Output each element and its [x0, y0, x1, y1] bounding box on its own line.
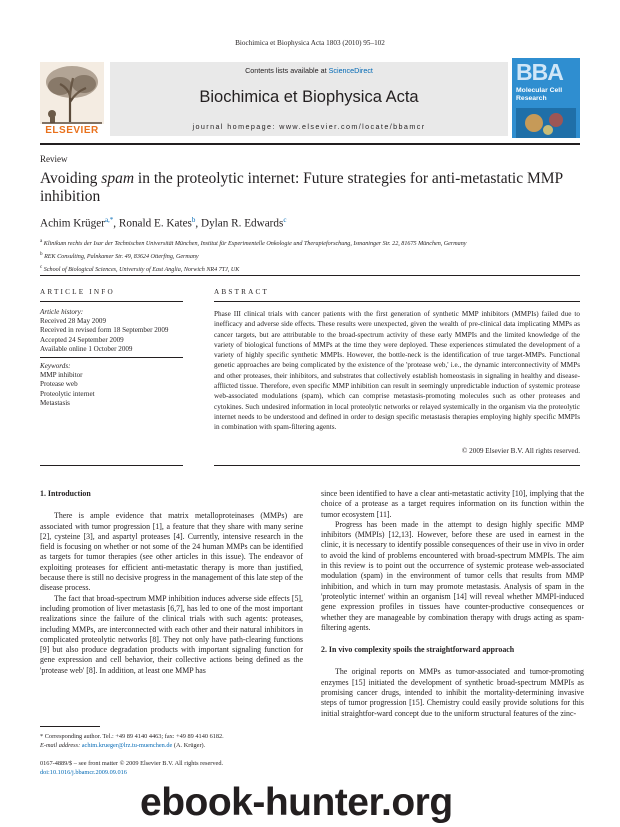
info-bottom-rule [40, 465, 183, 466]
footnote-rule [40, 726, 100, 727]
info-divider [40, 357, 183, 358]
affiliation [40, 236, 600, 249]
front-matter [40, 760, 290, 777]
keyword: Metastasis [40, 398, 70, 407]
paragraph: There is ample evidence that matrix metalloproteinases (MMPs) are associated with tumor progression [1], a feature that they share with many serine [2], cysteine [3], and aspartyl proteases [4]. Currently, intensive research in the field is focusing on whether or not some of the 24 human MMPs can be identified as targets for tumor therapies (see other articles in this issue). The endeavor of exploiting proteases for efficient anti-metastatic therapy is more than justified, because there is still no decisive progress in the management of this late step of the disease process. [40, 511, 303, 593]
keyword: Protease web [40, 380, 78, 389]
keywords-label: Keywords: [40, 362, 71, 370]
history-label: Article history: [40, 308, 84, 316]
copyright: © 2009 Elsevier B.V. All rights reserved. [461, 447, 580, 455]
paragraph: The fact that broad-spectrum MMP inhibition induces adverse side effects [5], including promotion of liver metastasis [6,7], has led to one of the most important realizations since the failure of the clinical trials with such agents: proteases, including MMPs, are interconnected with each other and their natural inhibitors in complicated proteolytic networks [8]. They not only have path-clearing functions [9] but also produce degradation products with important signaling function for gene expression and cell behavior, their collective actions being defined as the 'protease web' [8]. In addition, at least one MMP has [40, 593, 303, 675]
paragraph: Progress has been made in the attempt to design highly specific MMP inhibitors (MMPIs) [12,13]. However, before these are used in earnest in the clinic, it is necessary to identify possible consequences of their use in vivo in order to avoid the kind of problems encountered with broad-spectrum MMPIs. The aim in this review is to point out the occurrence of systemic protease web-associated modulation (spam) in the environment of tumor cells that results from MMP inhibition, and which in turn may promote metastasis. Analysis of spam in the 'proteolytic internet' within an organism [14] will reveal whether MMPI-induced gene expression profiles in tissues have counter-productive consequences or whether they are manageable by combination therapy with drugs acting as spam-filtering agents. [321, 519, 584, 632]
author-list: Achim Krüger$^{a,*}$, Ronald E. Kates$^b$, Dylan R. Edwards$^c$ [40, 216, 287, 230]
history-line: Received in revised form 18 September 2009 [40, 326, 169, 335]
journal-title: Biochimica et Biophysica Acta [199, 88, 419, 106]
journal-banner [110, 62, 508, 136]
affiliation-text: REK Consulting, Palnkamer Str. 49, 83624 Otterfing, Germany [44, 254, 199, 261]
article-title [40, 170, 600, 206]
tree-icon [40, 62, 104, 124]
email-line [40, 741, 290, 750]
keyword: MMP inhibitor [40, 371, 83, 380]
running-head: Biochimica et Biophysica Acta 1803 (2010) 95–102 [235, 39, 385, 47]
journal-masthead [40, 58, 580, 140]
author-name[interactable]: Dylan R. Edwards [201, 217, 284, 230]
article-type: Review [40, 154, 68, 164]
section-heading: 2. In vivo complexity spoils the straightforward approach [321, 645, 515, 655]
article-info-rule [40, 301, 183, 302]
history-line: Received 28 May 2009 [40, 317, 106, 326]
affiliation-mark: b [40, 251, 43, 258]
affiliation-mark: a [40, 238, 43, 244]
author-marks[interactable]: c [283, 216, 287, 224]
masthead-rule [40, 143, 580, 145]
title-emphasis: spam [101, 170, 135, 187]
cover-art-icon [512, 106, 580, 138]
author-name[interactable]: Achim Krüger [40, 217, 105, 230]
publisher-logo-text: ELSEVIER [45, 125, 99, 136]
author-name[interactable]: Ronald E. Kates [118, 217, 192, 230]
title-text: Avoiding [40, 170, 102, 187]
abstract-bottom-rule [214, 465, 580, 466]
abstract-heading: ABSTRACT [214, 288, 270, 296]
affiliation [40, 249, 600, 262]
affiliation-mark: c [40, 264, 43, 271]
email-suffix: (A. Krüger). [172, 742, 206, 749]
paragraph: since been identified to have a clear anti-metastatic activity [10], implying that the choice of a protease as a target requires information on its function within the tumor ecosystem [11]. [321, 489, 584, 519]
history-line: Available online 1 October 2009 [40, 344, 133, 353]
journal-cover [512, 58, 580, 138]
abstract-text: Phase III clinical trials with cancer patients with the first generation of synthetic MMP inhibitors (MMPIs) failed due to inefficacy and adverse side effects. These results were unexpected, given the wealth of pre-clinical data implicating MMPs as cancer targets, but are attributable to the broad-spectrum activity of these early MMPIs and the limited knowledge of the variety of biological functions of MMPs at the time they were deployed. These experiences stimulated the development of a variety of highly specific synthetic MMPIs. However, the bottle-neck is the identification of true target-MMPs. Functional genetic approaches are being complicated by the existence of the 'protease web,' i.e., the dynamic interconnectivity of MMPs and other proteases, their inhibitors, and substrates that collectively establish homeostasis in signaling in healthy and disease-afflicted tissue. Therefore, even specific MMP inhibition can result in seemingly unpredictable induction of systemic protease web-associated modulations (spam), which can comprise metastasis-promoting molecules such as other proteases and cytokines. Such undesired information in local proteolytic networks or relayed systemically in the organism via the proteolytic internet needs to be understood and defined in order to design specific metastasis therapies employing highly specific MMPIs in combination with spam-filtering agents. [214, 310, 580, 432]
title-text-rest: in the proteolytic internet: Future strategies for anti-metastatic MMP inhibition [40, 170, 563, 205]
contents-line [110, 66, 508, 75]
keywords [40, 362, 183, 408]
body-column-left [40, 489, 303, 676]
article-info-heading: ARTICLE INFO [40, 288, 115, 296]
footnote-mark: * [40, 733, 44, 740]
footnote-text: Corresponding author. Tel.: +49 89 4140 4463; fax: +49 89 4140 6182. [44, 733, 224, 740]
email-label: E-mail address: [40, 742, 82, 749]
body-column-right [321, 489, 584, 719]
header-rule [40, 275, 580, 276]
footnote [40, 732, 290, 750]
journal-homepage-link[interactable]: journal homepage: www.elsevier.com/locate/bbamcr [192, 122, 426, 131]
issn-line: 0167-4889/$ – see front matter © 2009 Elsevier B.V. All rights reserved. [40, 760, 224, 767]
sciencedirect-link[interactable]: ScienceDirect [328, 66, 373, 75]
author-marks[interactable]: b [191, 216, 196, 224]
affiliation [40, 262, 600, 275]
affiliation-text: School of Biological Sciences, University of East Anglia, Norwich NR4 7TJ, UK [43, 267, 240, 274]
corresponding-author [40, 732, 290, 741]
cover-subtitle: Molecular Cell Research [516, 87, 563, 102]
email-link[interactable]: achim.krueger@lrz.tu-muenchen.de [81, 742, 173, 749]
contents-prefix: Contents lists available at [245, 66, 329, 75]
article-history [40, 308, 183, 354]
section-heading: 1. Introduction [40, 489, 91, 498]
abstract-rule [214, 301, 580, 302]
doi-link[interactable]: doi:10.1016/j.bbamcr.2009.09.016 [40, 768, 127, 776]
watermark: ebook-hunter.org [140, 781, 453, 824]
keyword: Proteolytic internet [40, 389, 95, 398]
author-marks[interactable]: a,* [104, 216, 114, 224]
history-line: Accepted 24 September 2009 [40, 335, 124, 344]
cover-title: BBA [516, 59, 563, 85]
elsevier-tree-logo [40, 62, 104, 136]
affiliation-text: Klinikum rechts der Isar der Technischen Universität München, Institut für Experimentelle Onkologie und Therapieforschung, Ismaninger Str. 22, 81675 München, Germany [43, 241, 467, 248]
affiliation-list [40, 236, 600, 275]
paragraph: The original reports on MMPs as tumor-associated and tumor-promoting enzymes [15] initiated the development of synthetic broad-spectrum MMPIs as promising cancer drugs, intended to inhibit the mortality-determining invasive steps of tumor progression [15]. Chemistry could easily provide solutions for this initial straightfor-ward concept due to the uniform structural features of the zinc- [321, 667, 584, 718]
